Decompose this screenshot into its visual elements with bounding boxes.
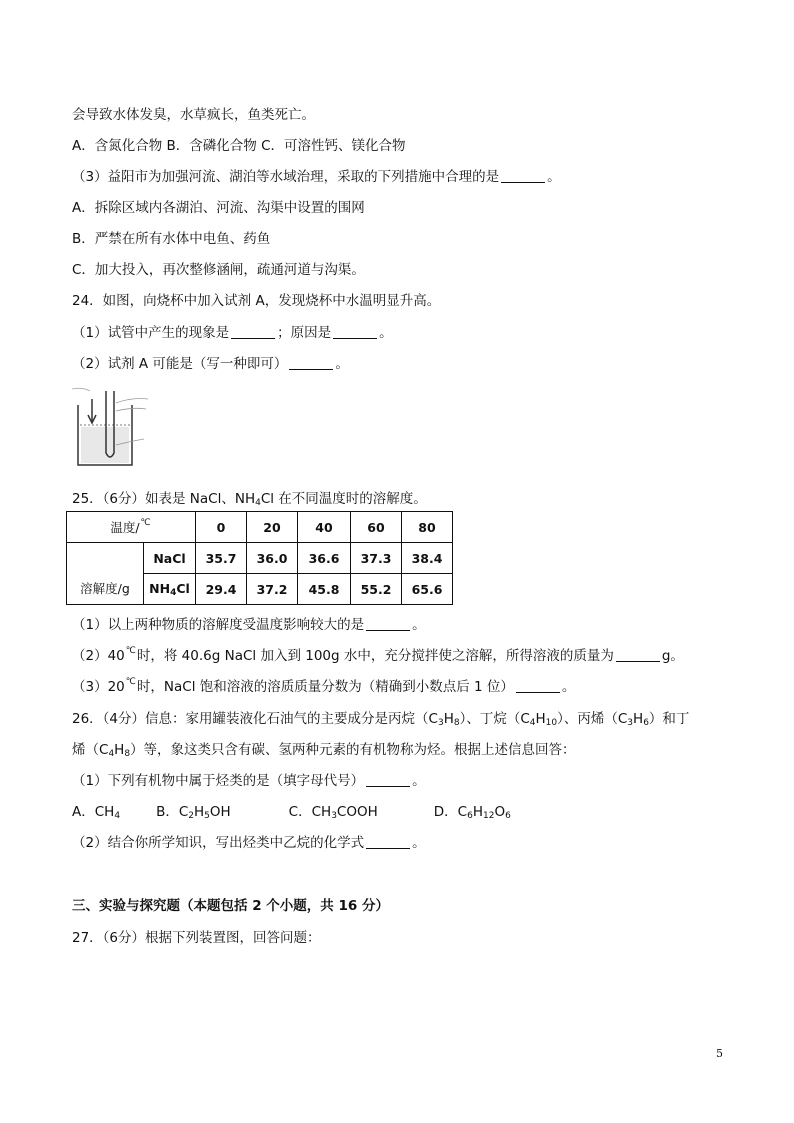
subscript: 3 [627,718,634,728]
text: ）、丁烷（C [459,711,530,727]
text-line: 会导致水体发臭，水草疯长，鱼类死亡。 [72,107,315,123]
text: g。 [661,648,684,664]
table-row [67,543,453,574]
value-cell: 38.4 [402,543,453,574]
answer-blank [501,169,545,183]
text: ）和丁 [648,711,690,727]
text-line: 24．如图，向烧杯中加入试剂 A，发现烧杯中水温明显升高。 [72,293,441,309]
option-d [434,804,511,820]
subscript: 4 [114,811,121,821]
value-cell: 45.8 [298,574,351,605]
text-line [72,710,689,732]
unit: ℃ [125,677,136,687]
text: Cl [176,580,190,596]
unit: ℃ [125,646,136,656]
text: 。 [547,169,561,185]
subscript: 6 [467,811,473,821]
text: ）、丙烯（C [557,711,628,727]
value-cell: 36.0 [247,543,298,574]
answer-blank [231,325,275,339]
value-cell: 35.7 [196,543,247,574]
text: 。 [412,773,426,789]
text-line [72,678,575,698]
text: 。 [412,835,426,851]
text-line [72,616,426,634]
unit: ℃ [140,518,151,528]
solubility-table [66,511,453,605]
text: C．CH [288,804,332,820]
text: A．CH [72,804,115,820]
substance-cell [144,574,196,605]
value-cell: 65.6 [402,574,453,605]
text: （3）20 [72,679,125,695]
text: （1）下列有机物中属于烃类的是（填字母代号） [72,773,365,789]
options-line [72,803,511,825]
text-line: C．加大投入，再次整修涵闸，疏通河道与沟渠。 [72,262,365,278]
text-line [72,355,349,373]
answer-blank [333,325,377,339]
text: 26．（4分）信息：家用罐装液化石油气的主要成分是丙烷（C [72,711,438,727]
text: H [114,742,125,758]
text: ）等，象这类只含有碳、氢两种元素的有机物称为烃。根据上述信息回答： [130,742,576,758]
text-line [72,647,684,667]
option-b [156,804,231,820]
subscript: 8 [453,718,460,728]
answer-blank [366,617,410,631]
subscript: 6 [505,811,511,821]
text-line: A．含氮化合物 B．含磷化合物 C．可溶性钙、镁化合物 [72,138,406,154]
subscript: 4 [529,718,536,728]
text: 时，NaCl 饱和溶液的溶质质量分数为（精确到小数点后 1 位） [136,679,514,695]
subscript: 8 [124,749,131,759]
answer-blank [366,773,410,787]
subscript: 12 [482,811,495,821]
temp-cell: 40 [298,512,351,543]
subscript: 2 [188,811,194,821]
option-c [289,804,378,820]
text-line: B．严禁在所有水体中电鱼、药鱼 [72,231,271,247]
header-label: 温度/ [110,520,140,535]
text: 。 [412,617,426,633]
page-number: 5 [716,1047,723,1060]
text: H [535,711,546,727]
text-line [72,834,426,852]
subscript: 3 [437,718,444,728]
text: COOH [336,804,378,820]
text: O [494,804,506,820]
answer-blank [289,356,333,370]
temp-cell: 60 [351,512,402,543]
answer-blank [516,679,560,693]
text: （3）益阳市为加强河流、湖泊等水域治理，采取的下列措施中合理的是 [72,169,500,185]
table-row [67,512,453,543]
text: （2）结合你所学知识，写出烃类中乙烷的化学式 [72,835,365,851]
answer-blank [366,835,410,849]
value-cell: 36.6 [298,543,351,574]
answer-blank [616,648,660,662]
text-line [72,324,393,342]
temp-cell: 0 [196,512,247,543]
text: D．C [433,804,468,820]
subscript: 5 [204,811,210,821]
option-a [72,804,120,820]
text: ；原因是 [277,325,332,341]
temp-cell: 80 [402,512,453,543]
text: OH [209,804,231,820]
text: （1）试管中产生的现象是 [72,325,230,341]
substance-cell: NaCl [144,543,196,574]
row-label: 溶解度/g [67,543,144,605]
text-line [72,168,561,186]
header-cell [67,512,196,543]
subscript: 4 [108,749,115,759]
text: （1）以上两种物质的溶解度受温度影响较大的是 [72,617,365,633]
text: 。 [335,356,349,372]
temp-cell: 20 [247,512,298,543]
text: 烯（C [72,742,109,758]
subscript: 4 [255,498,261,508]
text: H [194,804,205,820]
value-cell: 55.2 [351,574,402,605]
text: H [443,711,454,727]
text-line: A．拆除区域内各湖泊、河流、沟渠中设置的围网 [72,200,365,216]
text: B．C [156,804,189,820]
value-cell: 37.3 [351,543,402,574]
value-cell: 37.2 [247,574,298,605]
text: 。 [561,679,576,695]
subscript: 6 [643,718,649,728]
value-cell: 29.4 [196,574,247,605]
text: H [633,711,644,727]
text: （2）试剂 A 可能是（写一种即可） [72,356,288,372]
beaker-figure [72,385,162,469]
section-heading: 三、实验与探究题（本题包括 2 个小题，共 16 分） [72,898,389,914]
text: Cl 在不同温度时的溶解度。 [260,491,427,507]
subscript: 4 [170,587,177,598]
text: 25．（6分）如表是 NaCl、NH [72,491,256,507]
text: 。 [379,325,393,341]
text: 时，将 40.6g NaCl 加入到 100g 水中，充分搅拌使之溶解，所得溶液的质量为 [136,648,614,664]
text-line: 27．（6分）根据下列装置图，回答问题： [72,930,321,946]
text-line [72,741,576,763]
text: NH [149,580,171,596]
text: （2）40 [72,648,125,664]
subscript: 10 [545,718,558,728]
text: H [472,804,483,820]
text-line [72,772,426,790]
text-line [72,490,427,512]
subscript: 3 [331,811,337,821]
